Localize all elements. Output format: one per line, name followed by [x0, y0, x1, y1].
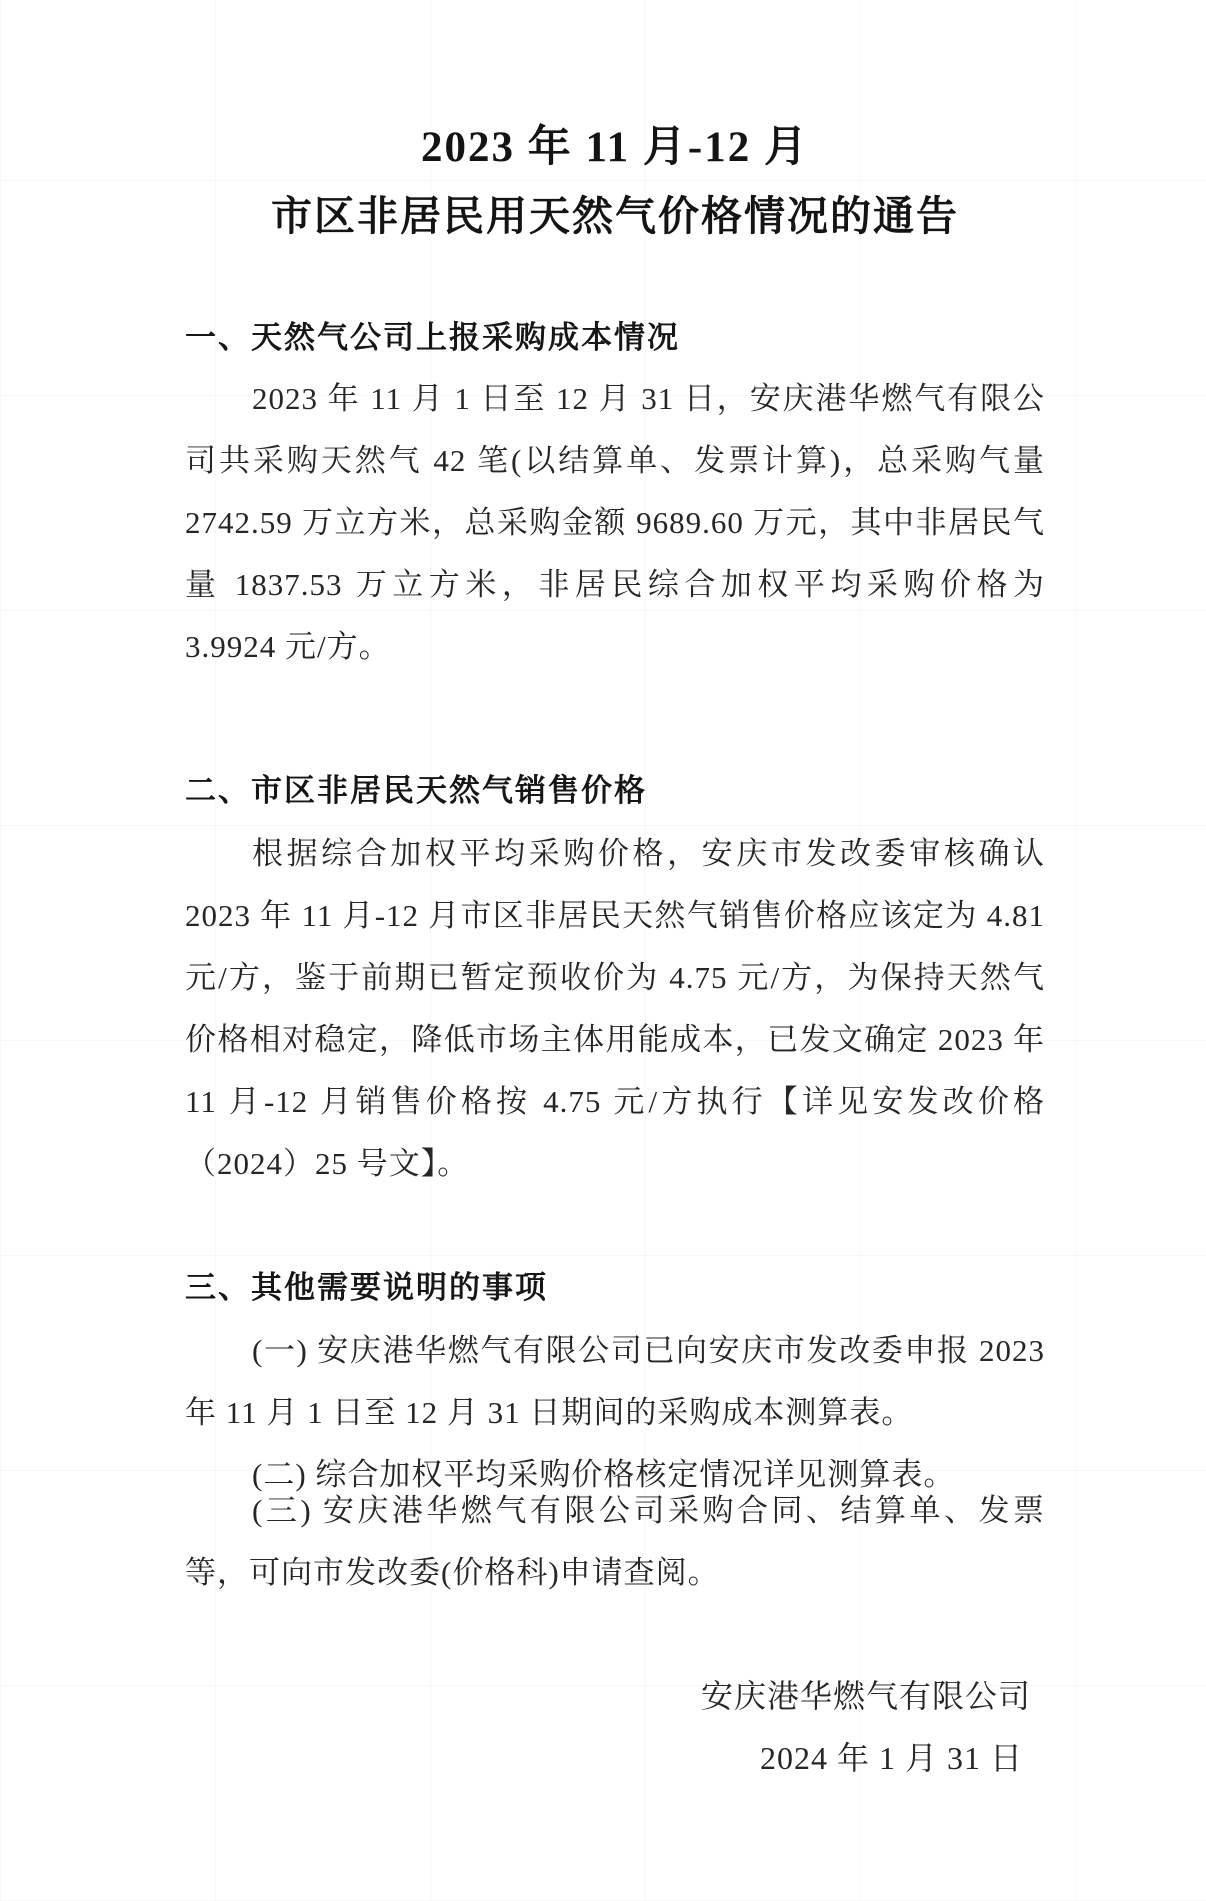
section-2-paragraph-1: 根据综合加权平均采购价格，安庆市发改委审核确认 2023 年 11 月-12 月市区非居民天然气销售价格应该定为 4.81 元/方，鉴于前期已暂定预收价为 4.75 元/方，为保持天然气价格相对稳定，降低市场主体用能成本，已发文确定 2023 年 11 月-12 月销售价格按 4.75 元/方执行【详见安发改价格（2024）25 号文】。 — [185, 836, 1045, 1181]
section-3-heading: 三、其他需要说明的事项 — [185, 1270, 548, 1305]
document-title-line1: 2023 年 11 月-12 月 — [421, 124, 809, 171]
section-3-item-3: (三) 安庆港华燃气有限公司采购合同、结算单、发票等，可向市发改委(价格科)申请查阅。 — [185, 1493, 1045, 1590]
section-2-heading: 二、市区非居民天然气销售价格 — [185, 773, 647, 808]
section-1-heading: 一、天然气公司上报采购成本情况 — [185, 320, 680, 355]
document-title-line2: 市区非居民用天然气价格情况的通告 — [271, 193, 959, 239]
section-1-paragraph-1: 2023 年 11 月 1 日至 12 月 31 日，安庆港华燃气有限公司共采购天然气 42 笔(以结算单、发票计算)，总采购气量 2742.59 万立方米，总采购金额 9689.60 万元，其中非居民气量 1837.53 万立方米，非居民综合加权平均采购价格为 3.9924 元/方。 — [185, 381, 1045, 664]
signature-date: 2024 年 1 月 31 日 — [759, 1740, 1023, 1776]
section-3-item-2: (二) 综合加权平均采购价格核定情况详见测算表。 — [252, 1457, 956, 1492]
signature-company: 安庆港华燃气有限公司 — [700, 1678, 1031, 1714]
signature-block — [185, 1665, 1045, 1789]
section-3-item-1: (一) 安庆港华燃气有限公司已向安庆市发改委申报 2023 年 11 月 1 日至 12 月 31 日期间的采购成本测算表。 — [185, 1333, 1045, 1430]
